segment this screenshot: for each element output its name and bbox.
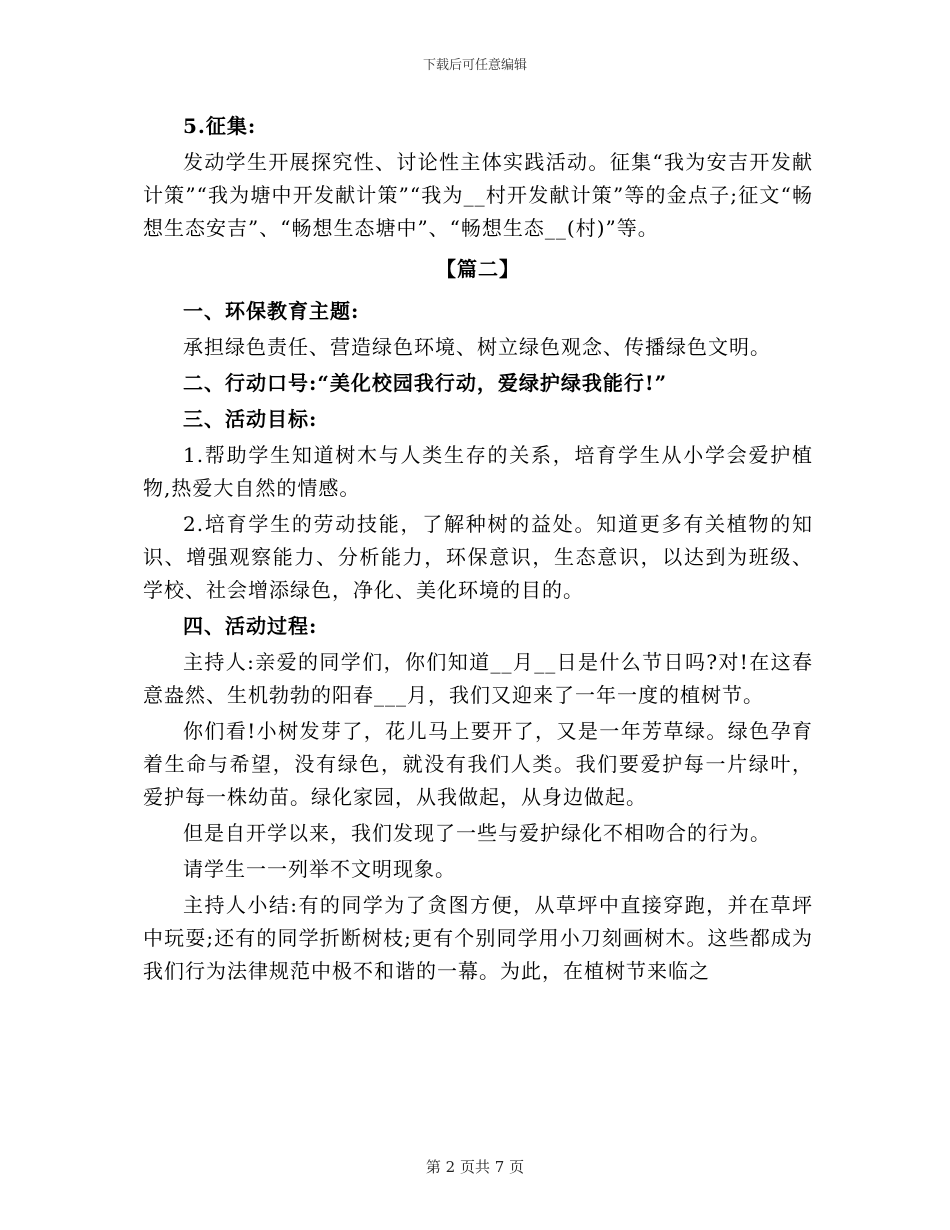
paragraph-host-summary: 主持人小结:有的同学为了贪图方便，从草坪中直接穿跑，并在草坪中玩耍;还有的同学折断树枝;更有个别同学用小刀刻画树木。这些都成为我们行为法律规范中极不和谐的一幕。为此，在植树节来临之: [143, 893, 813, 983]
paragraph-theme: 承担绿色责任、营造绿色环境、树立绿色观念、传播绿色文明。: [183, 335, 771, 359]
paragraph-behavior: 但是自开学以来，我们发现了一些与爱护绿化不相吻合的行为。: [183, 821, 771, 845]
section-heading-goals: 三、活动目标:: [183, 407, 318, 431]
paragraph-list-uncivil: 请学生一一列举不文明现象。: [183, 857, 456, 881]
paragraph-goal-2: 2.培育学生的劳动技能，了解种树的益处。知道更多有关植物的知识、增强观察能力、分析能力，环保意识，生态意识，以达到为班级、学校、社会增添绿色，净化、美化环境的目的。: [143, 512, 813, 602]
paragraph-collect: 发动学生开展探究性、讨论性主体实践活动。征集“我为安吉开发献计策”“我为塘中开发献计策”“我为__村开发献计策”等的金点子;征文“畅想生态安吉”、“畅想生态塘中”、“畅想生态__(村)”等。: [143, 150, 813, 240]
chapter-title: 【篇二】: [436, 257, 520, 281]
paragraph-green: 你们看!小树发芽了，花儿马上要开了，又是一年芳草绿。绿色孕育着生命与希望，没有绿色，就没有我们人类。我们要爱护每一片绿叶，爱护每一株幼苗。绿化家园，从我做起，从身边做起。: [143, 719, 813, 809]
paragraph-goal-1: 1.帮助学生知道树木与人类生存的关系，培育学生从小学会爱护植物,热爱大自然的情感。: [143, 443, 813, 500]
paragraph-host-intro: 主持人:亲爱的同学们，你们知道__月__日是什么节日吗?对!在这春意盎然、生机勃勃的阳春___月，我们又迎来了一年一度的植树节。: [143, 650, 813, 707]
section-heading-slogan: 二、行动口号:“美化校园我行动，爱绿护绿我能行!”: [183, 371, 668, 395]
document-body: [143, 110, 813, 991]
section-heading-theme: 一、环保教育主题:: [183, 299, 360, 323]
page-header: 下载后可任意编辑: [422, 58, 527, 73]
page-footer: 第 2 页共 7 页: [425, 1158, 525, 1176]
section-heading-collect: 5.征集:: [183, 114, 257, 138]
section-heading-process: 四、活动过程:: [183, 614, 318, 638]
